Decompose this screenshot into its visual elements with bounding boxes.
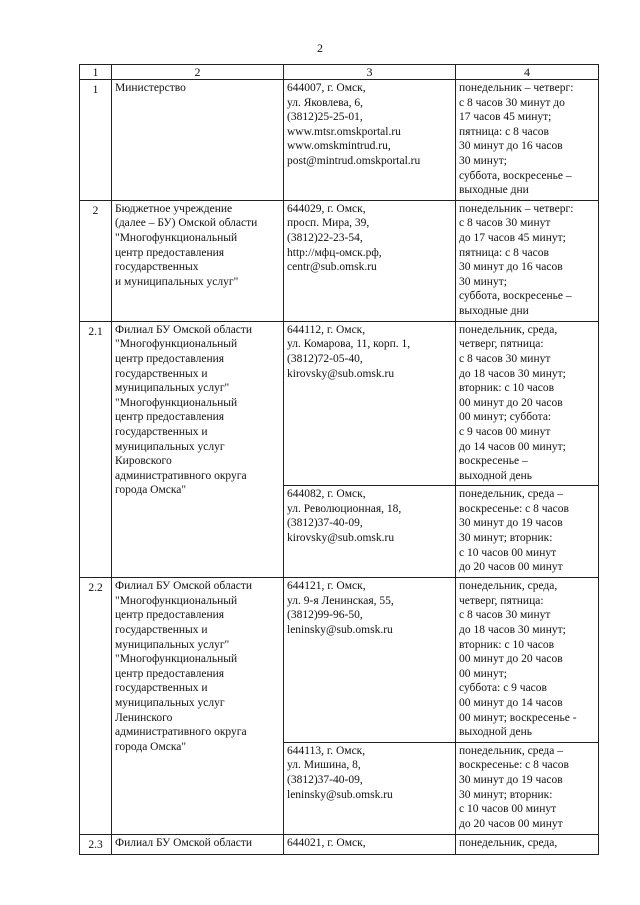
address-contacts: 644113, г. Омск, ул. Мишина, 8, (3812)37-40-09, leninsky@sub.omsk.ru	[284, 742, 456, 834]
organization-name: Министерство	[112, 80, 284, 201]
address-contacts: 644007, г. Омск, ул. Яковлева, 6, (3812)25-25-01, www.mtsr.omskportal.ru www.omskmintrud.ru, post@mintrud.omskportal.ru	[284, 80, 456, 201]
row-number: 2.2	[80, 578, 112, 835]
address-contacts: 644029, г. Омск, просп. Мира, 39, (3812)22-23-54, http://мфц-омск.рф, centr@sub.omsk.ru	[284, 200, 456, 321]
working-hours: понедельник – четверг: с 8 часов 30 минут до 17 часов 45 минут; пятница: с 8 часов 30 минут до 16 часов 30 минут; суббота, воскресенье – выходные дни	[456, 80, 599, 201]
column-header: 4	[456, 65, 599, 80]
column-header: 1	[80, 65, 112, 80]
working-hours: понедельник, среда,	[456, 834, 599, 855]
organization-name: Филиал БУ Омской области "Многофункциональный центр предоставления государственных и муниципальных услуг" "Многофункциональный центр предоставления государственных и муниципальных услуг Ленинского административного округа города Омска"	[112, 578, 284, 835]
table-row	[80, 578, 599, 743]
working-hours: понедельник – четверг: с 8 часов 30 минут до 17 часов 45 минут; пятница: с 8 часов 30 минут до 16 часов 30 минут; суббота, воскресенье – выходные дни	[456, 200, 599, 321]
table-row	[80, 80, 599, 201]
address-contacts: 644021, г. Омск,	[284, 834, 456, 855]
address-contacts: 644112, г. Омск, ул. Комарова, 11, корп. 1, (3812)72-05-40, kirovsky@sub.omsk.ru	[284, 321, 456, 486]
working-hours: понедельник, среда, четверг, пятница: с 8 часов 30 минут до 18 часов 30 минут; вторник: с 10 часов 00 минут до 20 часов 00 минут; суббота: с 9 часов 00 минут до 14 часов 00 минут; воскресенье - выходной день	[456, 578, 599, 743]
page-number: 2	[317, 41, 323, 55]
column-header: 2	[112, 65, 284, 80]
mfc-offices-table	[79, 64, 599, 855]
table-header-row	[80, 65, 599, 80]
row-number: 2.1	[80, 321, 112, 578]
organization-name: Филиал БУ Омской области "Многофункциональный центр предоставления государственных и муниципальных услуг" "Многофункциональный центр предоставления государственных и муниципальных услуг Кировского административного округа города Омска"	[112, 321, 284, 578]
address-contacts: 644082, г. Омск, ул. Революционная, 18, (3812)37-40-09, kirovsky@sub.omsk.ru	[284, 486, 456, 578]
column-header: 3	[284, 65, 456, 80]
address-contacts: 644121, г. Омск, ул. 9-я Ленинская, 55, (3812)99-96-50, leninsky@sub.omsk.ru	[284, 578, 456, 743]
row-number: 2	[80, 200, 112, 321]
organization-name: Филиал БУ Омской области	[112, 834, 284, 855]
table-row	[80, 321, 599, 486]
organization-name: Бюджетное учреждение (далее – БУ) Омской области "Многофункциональный центр предоставления государственных и муниципальных услуг"	[112, 200, 284, 321]
row-number: 2.3	[80, 834, 112, 855]
working-hours: понедельник, среда – воскресенье: с 8 часов 30 минут до 19 часов 30 минут; вторник: с 10 часов 00 минут до 20 часов 00 минут	[456, 742, 599, 834]
working-hours: понедельник, среда – воскресенье: с 8 часов 30 минут до 19 часов 30 минут; вторник: с 10 часов 00 минут до 20 часов 00 минут	[456, 486, 599, 578]
table-row	[80, 200, 599, 321]
table-row	[80, 834, 599, 855]
working-hours: понедельник, среда, четверг, пятница: с 8 часов 30 минут до 18 часов 30 минут; вторник: с 10 часов 00 минут до 20 часов 00 минут; суббота: с 9 часов 00 минут до 14 часов 00 минут; воскресенье – выходной день	[456, 321, 599, 486]
row-number: 1	[80, 80, 112, 201]
